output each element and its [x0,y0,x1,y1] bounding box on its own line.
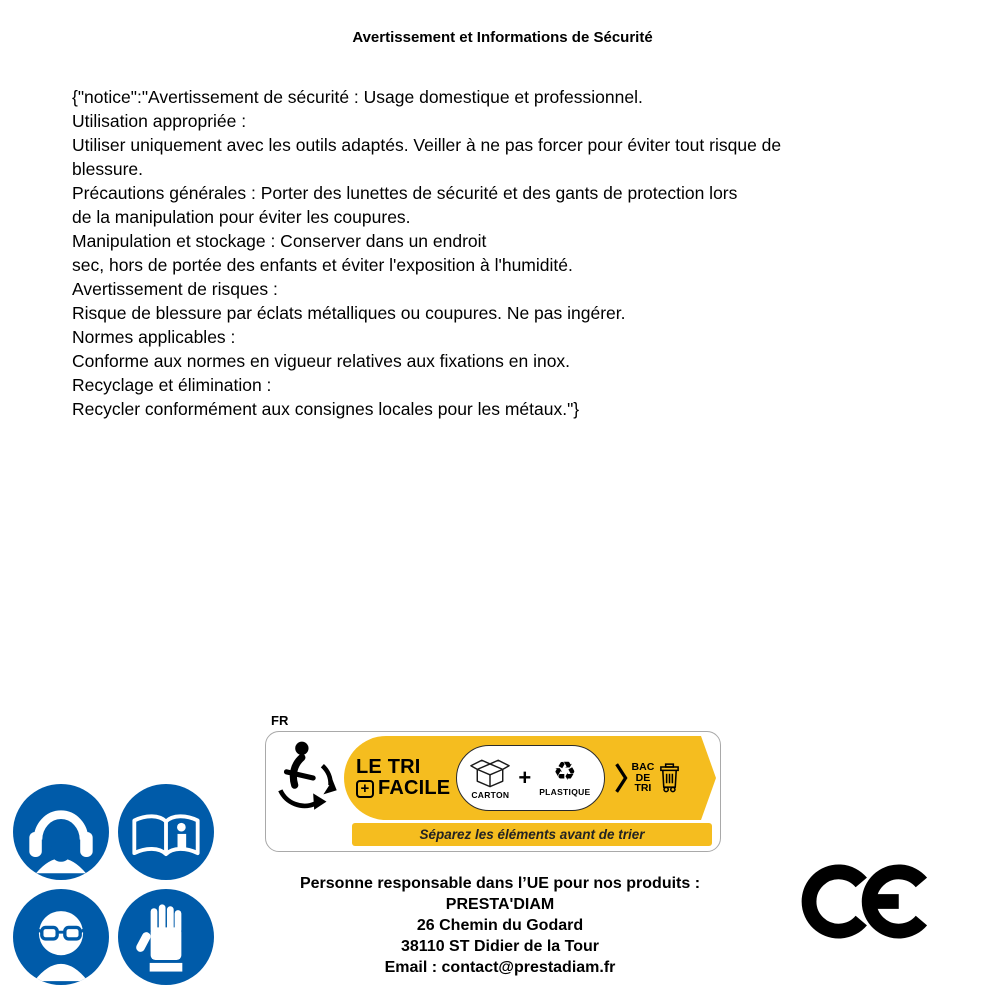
plastique-label: PLASTIQUE [539,787,591,797]
facile-label: FACILE [378,777,451,799]
recycle-icon: ♻ [553,757,577,787]
notice-line: Conforme aux normes en vigueur relatives aux fixations en inox. [72,351,571,371]
le-tri-facile [356,757,450,799]
notice-line: Avertissement de risques : [72,279,278,299]
responsible-address [253,873,747,978]
notice-line: Utiliser uniquement avec les outils adaptés. Veiller à ne pas forcer pour éviter tout risque de [72,135,782,155]
bin-icon [658,762,681,795]
responsible-line: 38110 ST Didier de la Tour [401,938,599,955]
notice-line: Utilisation appropriée : [72,111,247,131]
bac-de-tri-label: BAC DE TRI [631,761,655,795]
page-title: Avertissement et Informations de Sécurité [352,29,653,46]
sorting-info-label [265,713,721,852]
notice-line: Normes applicables : [72,327,236,347]
notice-line: Recyclage et élimination : [72,375,272,395]
notice-line: {"notice":"Avertissement de sécurité : Usage domestique et professionnel. [72,87,643,107]
notice-line: Risque de blessure par éclats métalliques ou coupures. Ne pas ingérer. [72,303,626,323]
mandatory-safety-icons [13,784,214,985]
plus-box-icon: + [356,780,374,798]
responsible-line: PRESTA'DIAM [445,896,555,913]
notice-line: de la manipulation pour éviter les coupures. [72,207,411,227]
plastique-item [539,759,590,797]
responsible-line: Personne responsable dans l’UE pour nos produits : [299,875,701,892]
carton-box-icon [470,757,510,789]
carton-item [470,757,510,800]
notice-line: Recycler conformément aux consignes locales pour les métaux."} [72,399,580,419]
responsible-line: Email : contact@prestadiam.fr [384,959,616,976]
tri-facile-band [265,731,721,852]
notice-text [72,85,917,421]
ear-protection-icon [13,784,109,880]
triman-icon [270,737,344,819]
read-manual-icon [118,784,214,880]
band-tip [701,736,716,820]
ce-marking-icon [797,855,945,948]
country-code: FR [271,713,289,728]
notice-line: blessure. [72,159,144,179]
bac-de-tri [615,759,682,797]
notice-line: Précautions générales : Porter des lunettes de sécurité et des gants de protection lors [72,183,738,203]
plus-sign: + [518,765,532,790]
responsible-line: 26 Chemin du Godard [416,917,584,934]
le-tri-label: LE TRI [356,756,421,778]
sorting-tagline: Séparez les éléments avant de trier [352,823,712,846]
carton-label: CARTON [471,789,510,800]
materials-pill [456,745,604,811]
eye-protection-icon [13,889,109,985]
notice-line: Manipulation et stockage : Conserver dans un endroit [72,231,487,251]
chevron-right-icon [615,759,628,797]
yellow-band [344,736,701,820]
notice-line: sec, hors de portée des enfants et éviter l'exposition à l'humidité. [72,255,573,275]
protective-gloves-icon [118,889,214,985]
